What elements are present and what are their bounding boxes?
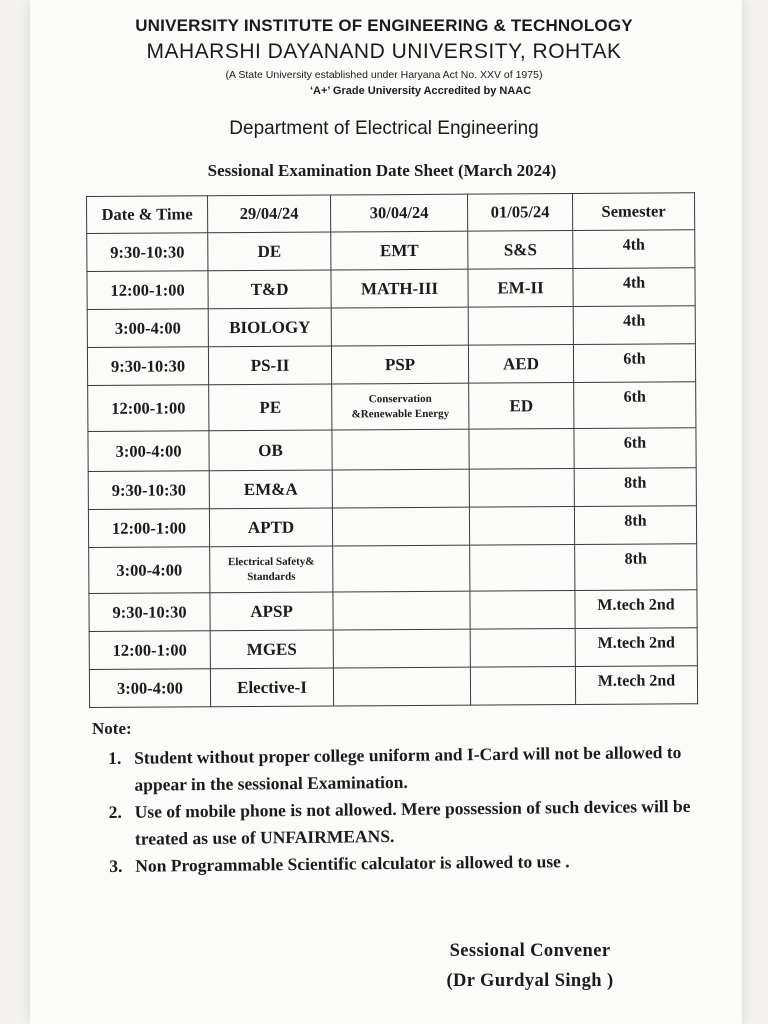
institute-name: UNIVERSITY INSTITUTE OF ENGINEERING & TECHNOLOGY [135,16,633,35]
signature-name: (Dr Gurdyal Singh ) [446,971,614,991]
semester-cell: 8th [574,468,696,507]
exam-cell-date-1: EM&A [209,470,332,509]
date-sheet-title: Sessional Examination Date Sheet (March 2024) [207,161,557,180]
exam-cell-date-1: BIOLOGY [208,308,331,347]
exam-cell-date-3 [469,507,574,546]
semester-cell: 6th [574,428,696,469]
header-date-2: 30/04/24 [330,194,467,232]
note-item [108,739,709,799]
time-cell: 12:00-1:00 [89,631,210,670]
table-row [88,468,696,510]
signature-block [420,936,640,996]
exam-cell-date-1: APTD [209,508,332,547]
table-row [89,666,697,708]
exam-cell-date-1: APSP [210,592,333,631]
naac-accreditation: ‘A+’ Grade University Accredited by NAAC [310,85,532,97]
semester-cell: M.tech 2nd [575,628,697,667]
signature-role: Sessional Convener [449,941,611,961]
time-cell: 12:00-1:00 [87,271,208,310]
note-number: 2. [108,801,122,822]
semester-cell: 8th [574,506,696,545]
exam-cell-date-1: DE [208,232,331,271]
exam-cell-date-3: S&S [468,231,573,270]
exam-cell-date-3 [470,545,575,592]
exam-cell-date-2 [333,667,470,706]
exam-cell-date-1: OB [209,430,332,471]
exam-cell-date-3: AED [468,345,573,384]
exam-cell-date-3 [470,591,575,630]
semester-cell: 8th [575,544,697,591]
exam-cell-date-2 [332,469,469,508]
semester-cell: 6th [574,382,696,429]
exam-cell-date-2: Conservation &Renewable Energy [332,383,469,430]
exam-cell-date-3: EM-II [468,269,573,308]
table-row [89,544,697,594]
university-name: MAHARSHI DAYANAND UNIVERSITY, ROHTAK [146,40,622,63]
exam-cell-date-2 [333,591,470,630]
time-cell: 3:00-4:00 [89,547,210,594]
semester-cell: 4th [573,268,695,307]
semester-cell: M.tech 2nd [575,666,697,705]
exam-cell-date-2 [331,307,468,346]
table-row [88,382,696,432]
header-date-1: 29/04/24 [208,195,331,233]
table-row [88,428,696,472]
exam-cell-date-2: PSP [331,345,468,384]
note-text: Non Programmable Scientific calculator is allowed to use . [135,851,570,876]
department-name: Department of Electrical Engineering [229,118,539,139]
time-cell: 12:00-1:00 [88,385,209,432]
notes-heading: Note: [92,719,132,738]
note-number: 3. [109,855,123,876]
notes-list [108,739,709,880]
exam-cell-date-2 [333,545,470,592]
semester-cell: 4th [573,230,695,269]
exam-cell-date-3 [469,469,574,508]
note-text: Student without proper college uniform and I-Card will not be allowed to appear in the sessional Examination. [134,741,682,795]
exam-cell-date-2: MATH-III [331,269,468,308]
time-cell: 12:00-1:00 [88,509,209,548]
semester-cell: 6th [573,344,695,383]
date-sheet-table [86,192,698,708]
exam-cell-date-1: Electrical Safety& Standards [210,546,333,593]
time-cell: 9:30-10:30 [88,471,209,510]
time-cell: 9:30-10:30 [87,347,208,386]
table-row [89,628,697,670]
exam-cell-date-3 [470,629,575,668]
header-date-time: Date & Time [87,196,208,234]
exam-cell-date-3 [470,667,575,706]
time-cell: 9:30-10:30 [89,593,210,632]
exam-cell-date-3 [468,307,573,346]
time-cell: 3:00-4:00 [88,431,209,472]
table-header-row [87,193,695,234]
exam-cell-date-2 [332,429,469,470]
exam-cell-date-1: Elective-I [210,668,333,707]
note-item [109,793,710,853]
exam-cell-date-2: EMT [331,231,468,270]
semester-cell: 4th [573,306,695,345]
time-cell: 3:00-4:00 [87,309,208,348]
table-row [87,306,695,348]
note-number: 1. [108,747,122,768]
time-cell: 9:30-10:30 [87,233,208,272]
header-date-3: 01/05/24 [467,194,572,232]
table-row [87,230,695,272]
exam-cell-date-2 [332,507,469,546]
exam-cell-date-1: PE [209,384,332,431]
exam-cell-date-3: ED [469,383,574,430]
exam-cell-date-2 [333,629,470,668]
semester-cell: M.tech 2nd [575,590,697,629]
exam-cell-date-1: T&D [208,270,331,309]
exam-cell-date-3 [469,429,574,470]
time-cell: 3:00-4:00 [89,669,210,708]
table-row [87,344,695,386]
table-row [89,590,697,632]
header-semester: Semester [572,193,694,231]
table-row [88,506,696,548]
table-row [87,268,695,310]
exam-cell-date-1: PS-II [208,346,331,385]
note-text: Use of mobile phone is not allowed. Mere possession of such devices will be treated as use of UNFAIRMEANS. [134,795,691,849]
exam-cell-date-1: MGES [210,630,333,669]
establishment-act: (A State University established under Haryana Act No. XXV of 1975) [225,69,543,81]
